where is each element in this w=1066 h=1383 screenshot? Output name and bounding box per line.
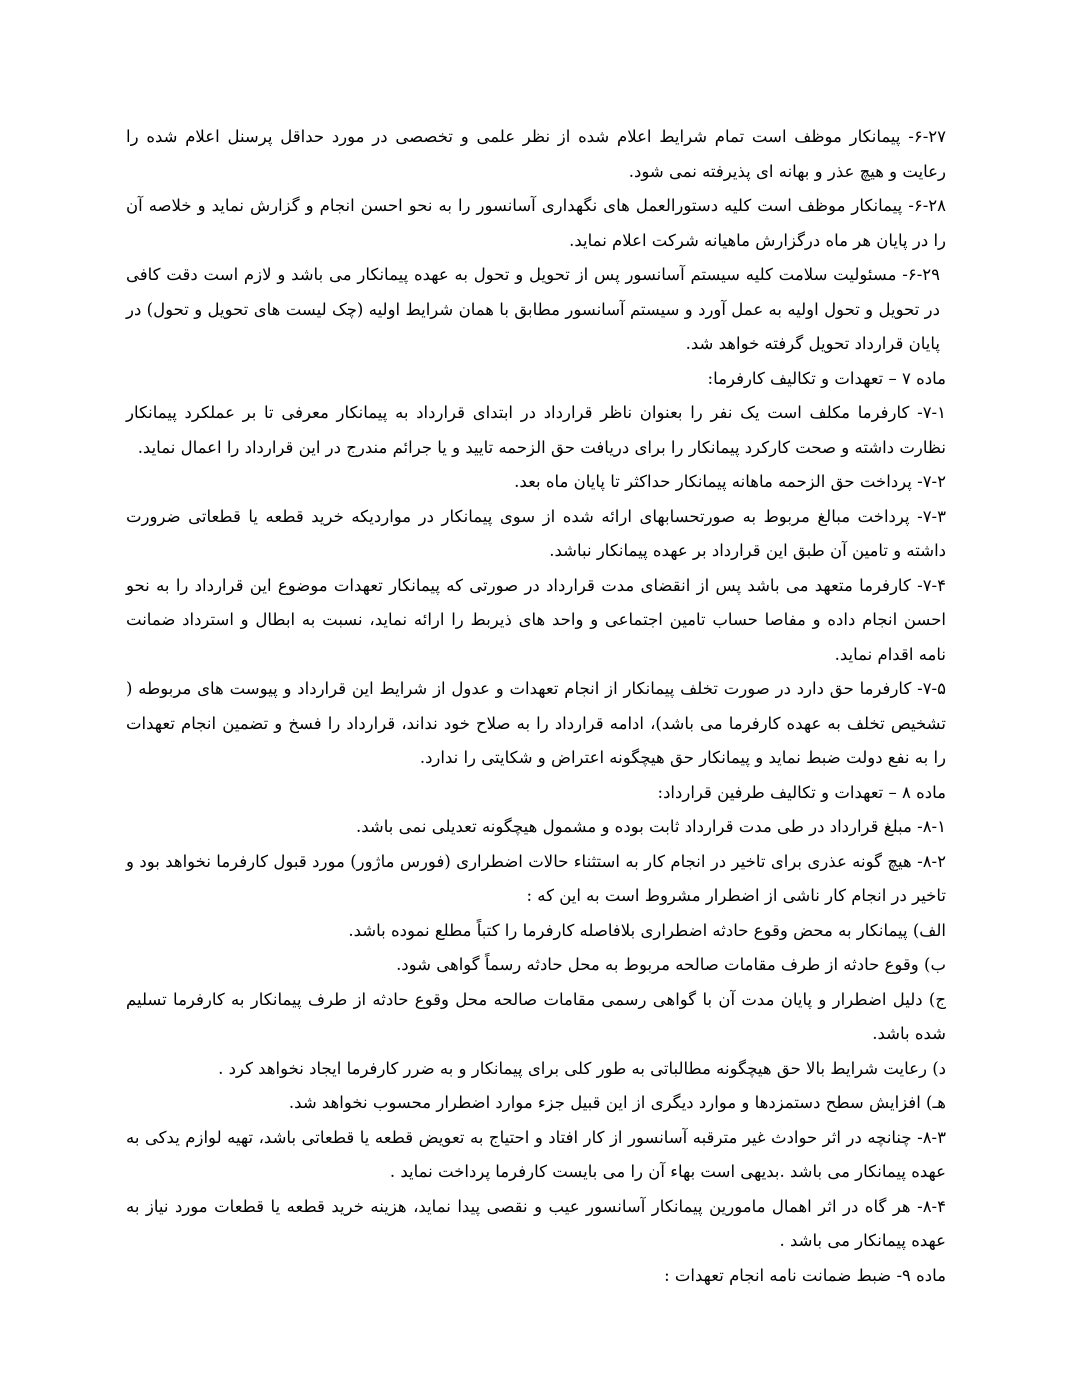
- clause-7-1: ۷-۱- کارفرما مکلف است یک نفر را بعنوان ناظر قرارداد در ابتدای قرارداد به پیمانکار معرفی تا بر عملکرد پیمانکار نظارت داشته و صحت کارکرد پیمانکار را برای دریافت حق الزحمه تایید و یا جرائم مندرج در این قرارداد را اعمال نماید.: [126, 403, 946, 457]
- clause-6-29: ۶-۲۹- مسئولیت سلامت کلیه سیستم آسانسور پس از تحویل و تحول به عهده پیمانکار می باشد و لازم است دقت کافی در تحویل و تحول اولیه به عمل آورد و سیستم آسانسور مطابق با همان شرایط اولیه (چک لیست های تحویل و تحول) در پایان قرارداد تحویل گرفته خواهد شد.: [126, 265, 940, 353]
- document-body: [126, 120, 946, 1293]
- clause-6-28: ۶-۲۸- پیمانکار موظف است کلیه دستورالعمل های نگهداری آسانسور را به نحو احسن انجام و گزارش نماید و خلاصه آن را در پایان هر ماه درگزارش ماهیانه شرکت اعلام نماید.: [126, 196, 946, 250]
- article-8-heading: ماده ۸ – تعهدات و تکالیف طرفین قرارداد:: [657, 782, 946, 802]
- clause-8-4: ۸-۴- هر گاه در اثر اهمال مامورین پیمانکار آسانسور عیب و نقصی پیدا نماید، هزینه خرید قطعه یا قطعات مورد نیاز به عهده پیمانکار می باشد .: [126, 1196, 946, 1250]
- clause-7-5: ۷-۵- کارفرما حق دارد در صورت تخلف پیمانکار از انجام تعهدات و عدول از شرایط این قرارداد و پیوست های مربوطه ( تشخیص تخلف به عهده کارفرما می باشد)، ادامه قرارداد را به صلاح خود نداند، قرارداد را فسخ و تضمین انجام تعهدات را به نفع دولت ضبط نماید و پیمانکار حق هیچگونه اعتراض و شکایتی را ندارد.: [126, 679, 946, 767]
- clause-7-4: ۷-۴- کارفرما متعهد می باشد پس از انقضای مدت قرارداد در صورتی که پیمانکار تعهدات موضوع این قرارداد را به نحو احسن انجام داده و مفاصا حساب تامین اجتماعی و واحد های ذیربط را ارائه نماید، نسبت به ابطال و استرداد ضمانت نامه اقدام نماید.: [126, 575, 946, 664]
- clause-8-2-d: د) رعایت شرایط بالا حق هیچگونه مطالباتی به طور کلی برای پیمانکار و به ضرر کارفرما ایجاد نخواهد کرد .: [218, 1058, 946, 1078]
- clause-8-2-c: ج) دلیل اضطرار و پایان مدت آن با گواهی رسمی مقامات صالحه محل وقوع حادثه از طرف پیمانکار به کارفرما تسلیم شده باشد.: [126, 989, 946, 1043]
- clause-8-2: ۸-۲- هیچ گونه عذری برای تاخیر در انجام کار به استثناء حالات اضطراری (فورس ماژور) مورد قبول کارفرما نخواهد بود و تاخیر در انجام کار ناشی از اضطرار مشروط است به این که :: [126, 851, 946, 905]
- clause-8-2-b: ب) وقوع حادثه از طرف مقامات صالحه مربوط به محل حادثه رسماً گواهی شود.: [396, 955, 946, 974]
- clause-8-1: ۸-۱- مبلغ قرارداد در طی مدت قرارداد ثابت بوده و مشمول هیچگونه تعدیلی نمی باشد.: [355, 817, 946, 836]
- clause-8-2-a: الف) پیمانکار به محض وقوع حادثه اضطراری بلافاصله کارفرما را کتباً مطلع نموده باشد.: [348, 920, 946, 940]
- clause-8-3: ۸-۳- چنانچه در اثر حوادث غیر مترقبه آسانسور از کار افتاد و احتیاج به تعویض قطعه یا قطعاتی باشد، تهیه لوازم یدکی به عهده پیمانکار می باشد .بدیهی است بهاء آن را می بایست کارفرما پرداخت نماید .: [126, 1127, 946, 1181]
- article-9-heading: ماده ۹- ضبط ضمانت نامه انجام تعهدات :: [664, 1265, 946, 1285]
- clause-6-27: ۶-۲۷- پیمانکار موظف است تمام شرایط اعلام شده از نظر علمی و تخصصی در مورد حداقل پرسنل اعلام شده را رعایت و هیچ عذر و بهانه ای پذیرفته نمی شود.: [126, 127, 946, 181]
- article-7-heading: ماده ۷ – تعهدات و تکالیف کارفرما:: [707, 368, 946, 388]
- clause-7-3: ۷-۳- پرداخت مبالغ مربوط به صورتحسابهای ارائه شده از سوی پیمانکار در مواردیکه خرید قطعه یا قطعاتی ضرورت داشته و تامین آن طبق این قرارداد بر عهده پیمانکار نباشد.: [126, 506, 946, 560]
- clause-7-2: ۷-۲- پرداخت حق الزحمه ماهانه پیمانکار حداکثر تا پایان ماه بعد.: [514, 472, 946, 491]
- clause-8-2-e: هـ) افزایش سطح دستمزدها و موارد دیگری از این قبیل جزء موارد اضطرار محسوب نخواهد شد.: [288, 1093, 946, 1112]
